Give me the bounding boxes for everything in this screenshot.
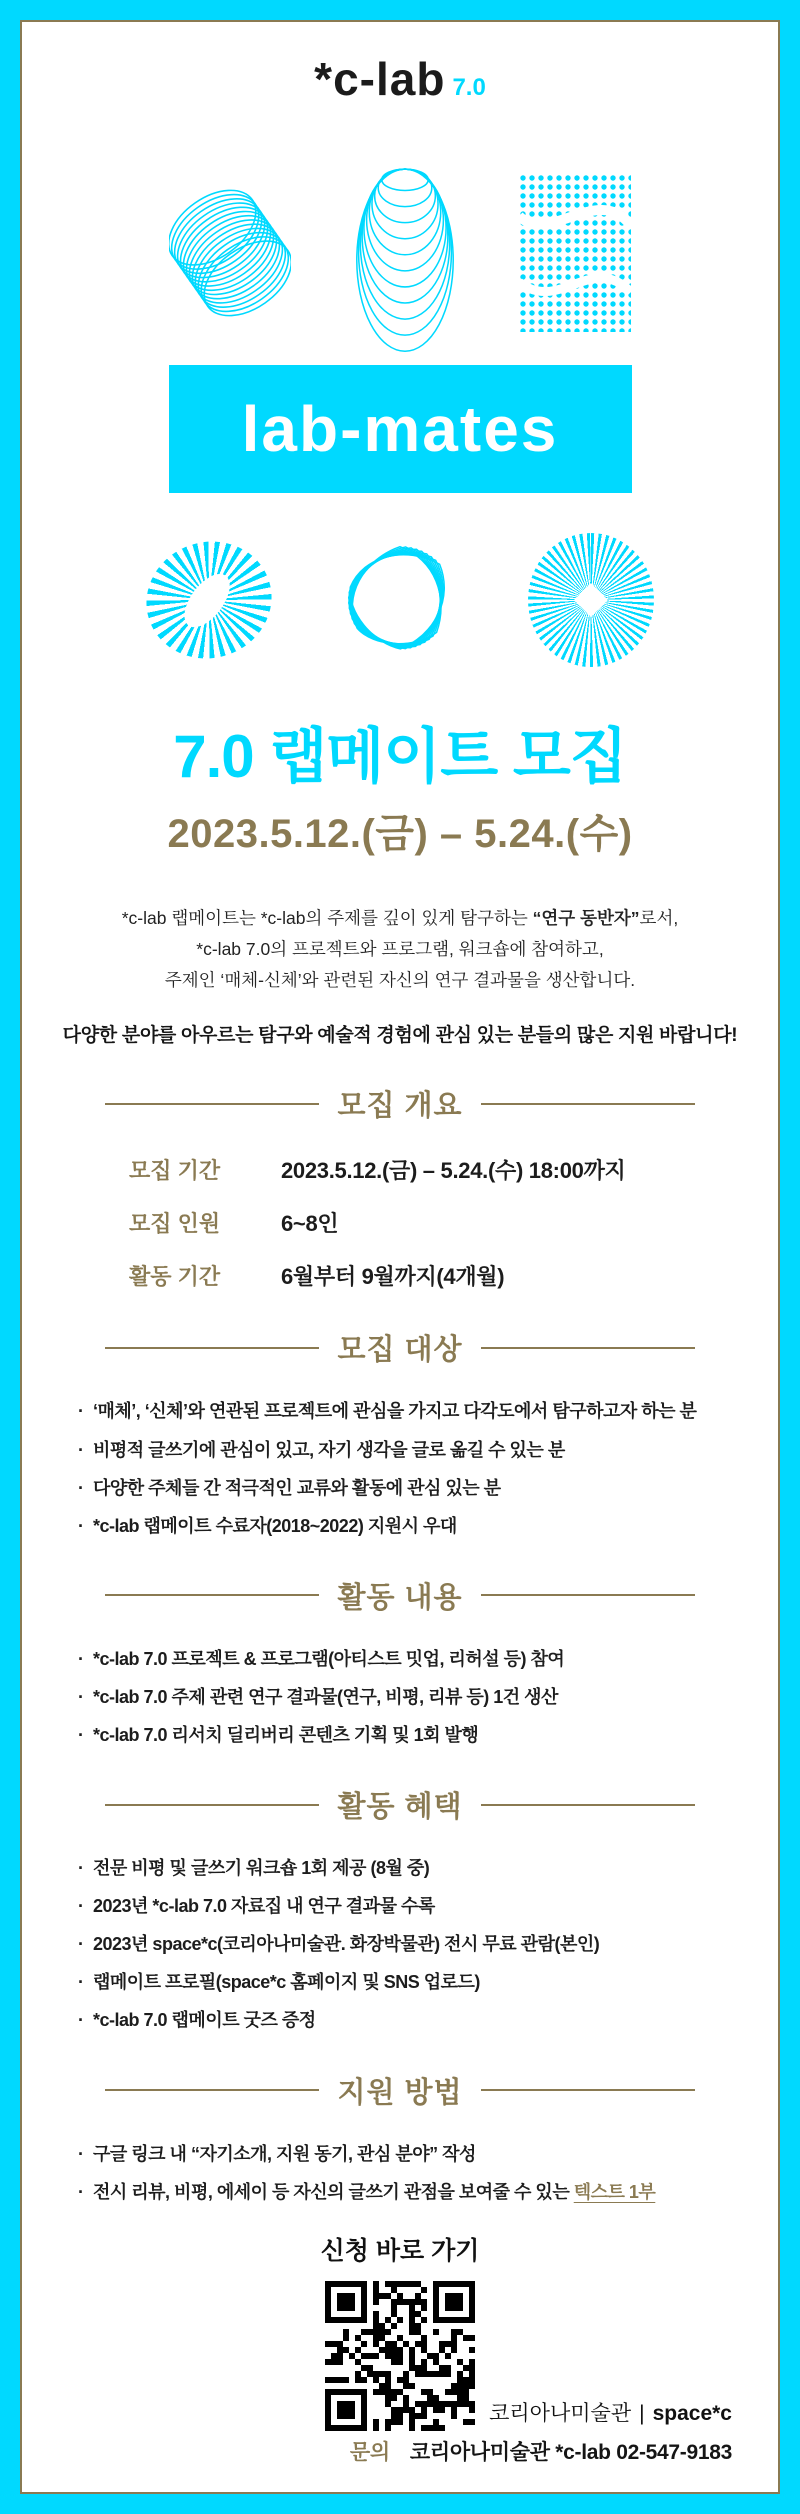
list-item: · *c-lab 7.0 리서치 딜리버리 콘텐츠 기획 및 1회 발행 xyxy=(78,1722,736,1748)
graphics-row-bottom xyxy=(22,521,778,679)
heading-rule-left xyxy=(105,1103,319,1105)
list-item: · ‘매체’, ‘신체’와 연관된 프로젝트에 관심을 가지고 다각도에서 탐구하고자 하는 분 xyxy=(78,1398,736,1424)
footer-brand: space*c xyxy=(652,2402,732,2425)
list-item: · 2023년 *c-lab 7.0 자료집 내 연구 결과물 수록 xyxy=(78,1893,736,1919)
call-to-action: 다양한 분야를 아우르는 탐구와 예술적 경험에 관심 있는 분들의 많은 지원 바랍니다! xyxy=(62,1025,738,1047)
halftone-wave-graphic xyxy=(519,174,631,332)
section-heading-activities: 활동 내용 xyxy=(105,1575,695,1616)
labmates-banner xyxy=(169,365,632,493)
section-heading-benefits: 활동 혜택 xyxy=(105,1784,695,1825)
striped-torus-graphic xyxy=(131,525,287,674)
text-sample-link[interactable]: 텍스트 1부 xyxy=(573,2181,656,2202)
list-item: · 랩메이트 프로필(space*c 홈페이지 및 SNS 업로드) xyxy=(78,1969,736,1995)
list-item: · 전시 리뷰, 비평, 에세이 등 자신의 글쓰기 관점을 보여줄 수 있는 텍스트 1부 xyxy=(78,2179,736,2205)
list-item: · *c-lab 7.0 프로젝트 & 프로그램(아티스트 밋업, 리허설 등) 참여 xyxy=(78,1646,736,1672)
overview-row-period: 모집 기간 2023.5.12.(금) – 5.24.(수) 18:00까지 xyxy=(129,1158,626,1184)
list-item: · *c-lab 7.0 주제 관련 연구 결과물(연구, 비평, 리뷰 등) 1건 생산 xyxy=(78,1684,736,1710)
section-heading-overview: 모집 개요 xyxy=(105,1083,695,1124)
intro-paragraph xyxy=(22,903,778,996)
list-item: · *c-lab 7.0 랩메이트 굿즈 증정 xyxy=(78,2007,736,2033)
overview-row-headcount: 모집 인원 6~8인 xyxy=(129,1211,339,1237)
heading-rule-right xyxy=(481,1804,695,1806)
footer-org-line xyxy=(350,2397,732,2427)
footer xyxy=(350,2397,732,2466)
heading-rule-left xyxy=(105,1347,319,1349)
list-item: · 다양한 주체들 간 적극적인 교류와 활동에 관심 있는 분 xyxy=(78,1475,736,1501)
target-list xyxy=(64,1398,736,1538)
footer-museum-name: 코리아나미술관 xyxy=(489,2402,632,2425)
logo-text: *c-lab xyxy=(314,53,446,105)
list-item: · 2023년 space*c(코리아나미술관. 화장박물관) 전시 무료 관람(본인) xyxy=(78,1931,736,1957)
qr-caption: 신청 바로 가기 xyxy=(320,2236,480,2265)
activities-list xyxy=(64,1646,736,1748)
heading-rule-left xyxy=(105,1804,319,1806)
poster-frame xyxy=(20,20,780,2494)
intro-bold-research-partner: “연구 동반자” xyxy=(532,908,640,928)
intro-line-3: 주제인 ‘매체-신체’와 관련된 자신의 연구 결과물을 생산합니다. xyxy=(164,970,636,991)
heading-rule-left xyxy=(105,1594,319,1596)
heading-rule-left xyxy=(105,2089,319,2091)
footer-separator: | xyxy=(639,2402,645,2425)
heading-rule-right xyxy=(481,2089,695,2091)
heading-rule-right xyxy=(481,1594,695,1596)
radial-burst-graphic xyxy=(528,533,654,667)
logo-version: 7.0 xyxy=(452,74,486,101)
section-heading-target: 모집 대상 xyxy=(105,1327,695,1368)
ring-tube-graphic xyxy=(169,153,291,353)
list-item: · 비평적 글쓰기에 관심이 있고, 자기 생각을 글로 옮길 수 있는 분 xyxy=(78,1437,736,1463)
page-title: 7.0 랩메이트 모집 xyxy=(173,723,627,790)
benefits-list xyxy=(64,1855,736,2033)
overview-table xyxy=(95,1154,705,1291)
logo xyxy=(22,53,778,105)
heading-rule-right xyxy=(481,1347,695,1349)
intro-line-2: *c-lab 7.0의 프로젝트와 프로그램, 워크숍에 참여하고, xyxy=(196,939,604,960)
contact-label: 문의 xyxy=(349,2441,390,2464)
shell-rings-graphic xyxy=(351,153,459,353)
overview-row-activity-period: 활동 기간 6월부터 9월까지(4개월) xyxy=(129,1264,505,1290)
labmates-banner-label: lab-mates xyxy=(241,393,559,465)
list-item: · 전문 비평 및 글쓰기 워크숍 1회 제공 (8월 중) xyxy=(78,1855,736,1881)
triangle-swirl-graphic xyxy=(332,532,468,668)
section-heading-apply: 지원 방법 xyxy=(105,2070,695,2111)
contact-value: 코리아나미술관 *c-lab 02-547-9183 xyxy=(409,2441,732,2464)
intro-line-1: *c-lab 랩메이트는 *c-lab의 주제를 깊이 있게 탐구하는 “연구 동반자”로서, xyxy=(121,908,679,928)
apply-list xyxy=(64,2141,736,2205)
list-item: · *c-lab 랩메이트 수료자(2018~2022) 지원시 우대 xyxy=(78,1513,736,1539)
footer-contact-line xyxy=(350,2436,732,2466)
graphics-row-top xyxy=(22,150,778,355)
recruitment-dates: 2023.5.12.(금) – 5.24.(수) xyxy=(167,812,633,856)
list-item: · 구글 링크 내 “자기소개, 지원 동기, 관심 분야” 작성 xyxy=(78,2141,736,2167)
heading-rule-right xyxy=(481,1103,695,1105)
